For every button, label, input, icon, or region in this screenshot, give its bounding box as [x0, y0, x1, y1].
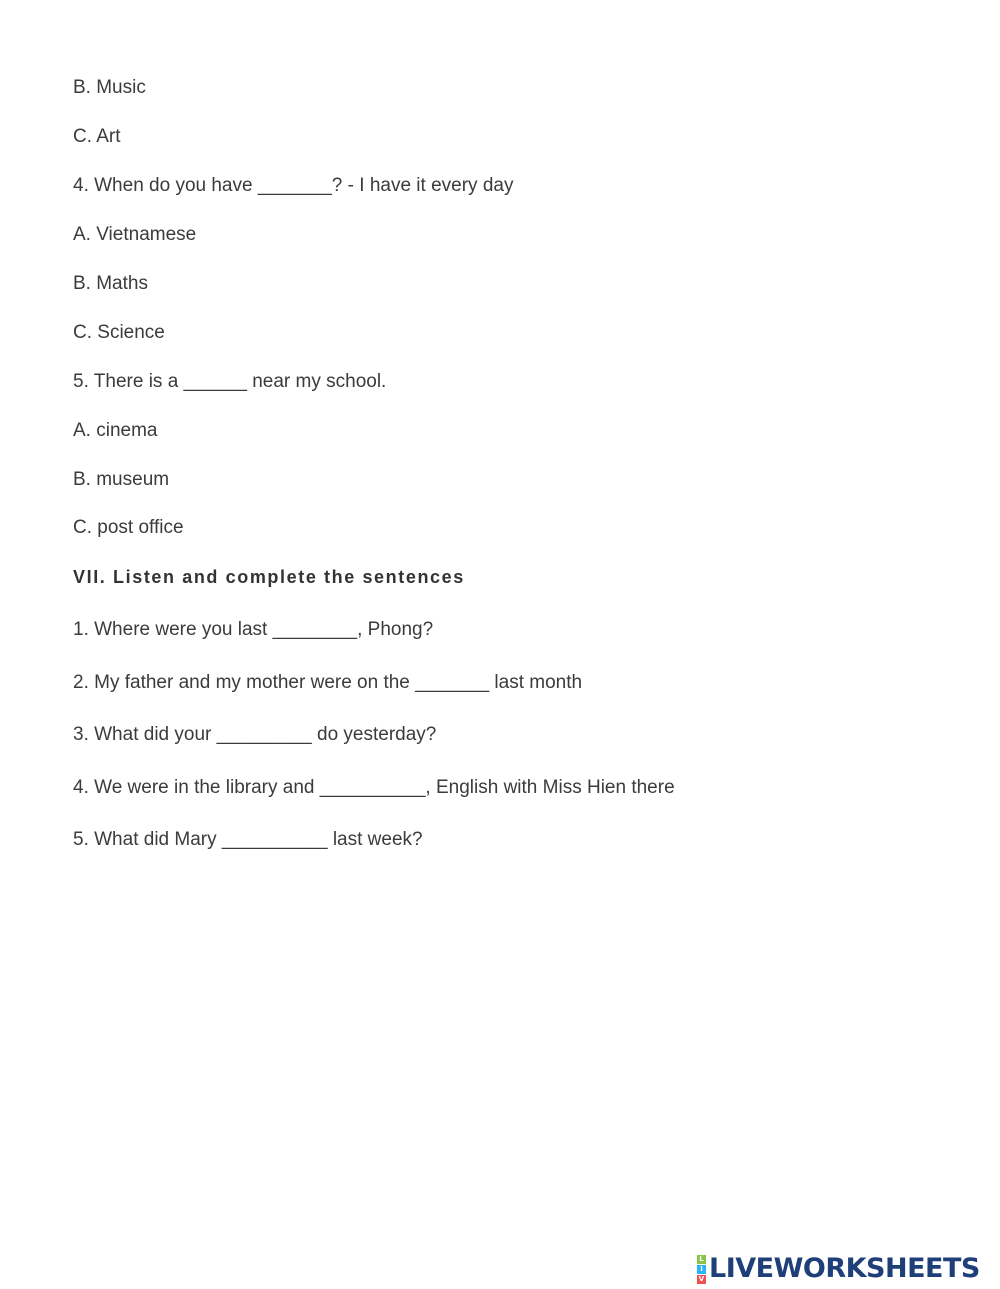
sentence-1: 1. Where were you last ________, Phong?	[73, 619, 434, 640]
logo-block-i: I	[697, 1265, 706, 1274]
option-c-science: C. Science	[73, 322, 165, 343]
sentence-4: 4. We were in the library and __________, English with Miss Hien there	[73, 777, 675, 798]
sentence-2: 2. My father and my mother were on the _______ last month	[73, 672, 583, 693]
logo-block-v: V	[698, 1274, 705, 1283]
option-b-museum: B. museum	[73, 469, 170, 490]
option-c-post-office: C. post office	[73, 517, 184, 538]
question-4: 4. When do you have _______? - I have it every day	[73, 175, 514, 196]
logo-text: LIVEWORKSHEETS	[709, 1253, 980, 1284]
option-a-vietnamese: A. Vietnamese	[73, 224, 197, 245]
option-b-maths: B. Maths	[73, 273, 148, 294]
option-b-music: B. Music	[73, 77, 146, 98]
option-c-art: C. Art	[73, 126, 121, 147]
question-5: 5. There is a ______ near my school.	[73, 371, 387, 392]
logo-block-l: L	[697, 1255, 706, 1264]
sentence-3: 3. What did your _________ do yesterday?	[73, 724, 437, 745]
sentence-5: 5. What did Mary __________ last week?	[73, 829, 423, 850]
option-a-cinema: A. cinema	[73, 420, 158, 441]
section-heading: VII. Listen and complete the sentences	[73, 567, 465, 587]
liveworksheets-logo	[697, 1254, 980, 1284]
logo-blocks-icon	[697, 1255, 706, 1284]
